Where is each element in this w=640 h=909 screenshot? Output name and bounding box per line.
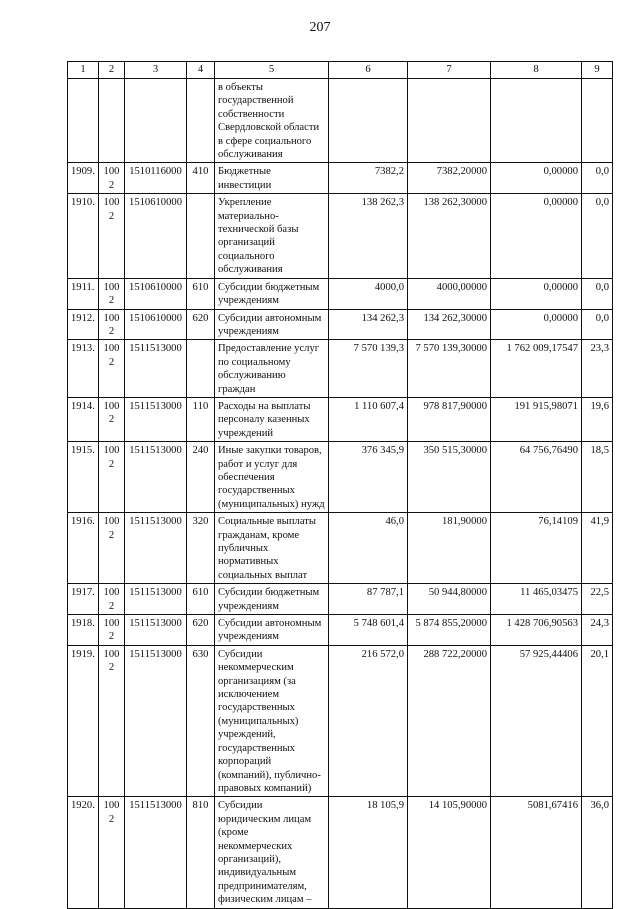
column-header: 4 xyxy=(187,62,215,79)
row-number-cell: 1916. xyxy=(68,513,99,584)
amount-cell: 138 262,30000 xyxy=(408,194,491,278)
table-row xyxy=(68,278,613,309)
amount-cell: 7 570 139,30000 xyxy=(408,340,491,398)
table-row xyxy=(68,397,613,441)
amount-cell: 1 110 607,4 xyxy=(329,397,408,441)
amount-cell: 7382,2 xyxy=(329,163,408,194)
column-header: 7 xyxy=(408,62,491,79)
target-article-cell: 1510116000 xyxy=(125,163,187,194)
row-number-cell xyxy=(68,79,99,163)
amount-cell: 76,14109 xyxy=(491,513,582,584)
amount-cell: 181,90000 xyxy=(408,513,491,584)
amount-cell: 46,0 xyxy=(329,513,408,584)
amount-cell: 134 262,30000 xyxy=(408,309,491,340)
target-article-cell: 1511513000 xyxy=(125,340,187,398)
amount-cell: 64 756,76490 xyxy=(491,442,582,513)
description-cell: Социальные выплаты гражданам, кроме публичных нормативных социальных выплат xyxy=(215,513,329,584)
description-cell: Субсидии бюджетным учреждениям xyxy=(215,584,329,615)
row-number-cell: 1919. xyxy=(68,645,99,796)
amount-cell: 134 262,3 xyxy=(329,309,408,340)
target-article-cell: 1511513000 xyxy=(125,645,187,796)
amount-cell: 50 944,80000 xyxy=(408,584,491,615)
expense-type-cell xyxy=(187,79,215,163)
amount-cell: 5 748 601,4 xyxy=(329,615,408,646)
percent-cell: 18,5 xyxy=(582,442,613,513)
amount-cell: 11 465,03475 xyxy=(491,584,582,615)
percent-cell: 20,1 xyxy=(582,645,613,796)
description-cell: Иные закупки товаров, работ и услуг для обеспечения государственных (муниципальных) нужд xyxy=(215,442,329,513)
percent-cell: 0,0 xyxy=(582,278,613,309)
amount-cell: 7 570 139,3 xyxy=(329,340,408,398)
table-row xyxy=(68,584,613,615)
amount-cell: 5081,67416 xyxy=(491,797,582,908)
section-code-cell: 1002 xyxy=(99,278,125,309)
section-code-cell: 1002 xyxy=(99,584,125,615)
expense-type-cell: 110 xyxy=(187,397,215,441)
description-cell: в объекты государственной собственности Свердловской области в сфере социального обслуживания xyxy=(215,79,329,163)
target-article-cell: 1510610000 xyxy=(125,309,187,340)
table-row xyxy=(68,645,613,796)
target-article-cell: 1510610000 xyxy=(125,194,187,278)
row-number-cell: 1910. xyxy=(68,194,99,278)
target-article-cell: 1510610000 xyxy=(125,278,187,309)
row-number-cell: 1920. xyxy=(68,797,99,908)
amount-cell: 0,00000 xyxy=(491,278,582,309)
amount-cell: 57 925,44406 xyxy=(491,645,582,796)
description-cell: Субсидии автономным учреждениям xyxy=(215,615,329,646)
budget-table xyxy=(67,61,613,909)
expense-type-cell: 620 xyxy=(187,309,215,340)
amount-cell xyxy=(491,79,582,163)
column-header: 3 xyxy=(125,62,187,79)
amount-cell: 0,00000 xyxy=(491,163,582,194)
section-code-cell: 1002 xyxy=(99,163,125,194)
column-header: 9 xyxy=(582,62,613,79)
table-row xyxy=(68,309,613,340)
table-header-row xyxy=(68,62,613,79)
expense-type-cell: 240 xyxy=(187,442,215,513)
amount-cell: 1 428 706,90563 xyxy=(491,615,582,646)
table-row xyxy=(68,615,613,646)
page-number: 207 xyxy=(309,20,331,35)
section-code-cell: 1002 xyxy=(99,797,125,908)
expense-type-cell: 610 xyxy=(187,584,215,615)
percent-cell: 0,0 xyxy=(582,163,613,194)
description-cell: Субсидии юридическим лицам (кроме некоммерческих организаций), индивидуальным предпринимателям, физическим лицам – xyxy=(215,797,329,908)
description-cell: Укрепление материально-технической базы организаций социального обслуживания xyxy=(215,194,329,278)
amount-cell: 4000,0 xyxy=(329,278,408,309)
expense-type-cell: 320 xyxy=(187,513,215,584)
table-row xyxy=(68,194,613,278)
row-number-cell: 1914. xyxy=(68,397,99,441)
description-cell: Предоставление услуг по социальному обслуживанию граждан xyxy=(215,340,329,398)
table-row xyxy=(68,513,613,584)
section-code-cell xyxy=(99,79,125,163)
column-header: 5 xyxy=(215,62,329,79)
amount-cell: 0,00000 xyxy=(491,309,582,340)
percent-cell xyxy=(582,79,613,163)
section-code-cell: 1002 xyxy=(99,645,125,796)
expense-type-cell: 630 xyxy=(187,645,215,796)
percent-cell: 24,3 xyxy=(582,615,613,646)
amount-cell: 191 915,98071 xyxy=(491,397,582,441)
expense-type-cell: 620 xyxy=(187,615,215,646)
amount-cell: 216 572,0 xyxy=(329,645,408,796)
table-row xyxy=(68,340,613,398)
amount-cell: 18 105,9 xyxy=(329,797,408,908)
amount-cell: 288 722,20000 xyxy=(408,645,491,796)
description-cell: Субсидии автономным учреждениям xyxy=(215,309,329,340)
description-cell: Расходы на выплаты персоналу казенных учреждений xyxy=(215,397,329,441)
description-cell: Субсидии некоммерческим организациям (за исключением государственных (муниципальных) учреждений, государственных корпораций (компаний), публично-правовых компаний) xyxy=(215,645,329,796)
amount-cell: 350 515,30000 xyxy=(408,442,491,513)
amount-cell: 1 762 009,17547 xyxy=(491,340,582,398)
section-code-cell: 1002 xyxy=(99,309,125,340)
amount-cell xyxy=(408,79,491,163)
section-code-cell: 1002 xyxy=(99,194,125,278)
table-row xyxy=(68,442,613,513)
row-number-cell: 1911. xyxy=(68,278,99,309)
row-number-cell: 1917. xyxy=(68,584,99,615)
row-number-cell: 1915. xyxy=(68,442,99,513)
section-code-cell: 1002 xyxy=(99,442,125,513)
percent-cell: 22,5 xyxy=(582,584,613,615)
row-number-cell: 1913. xyxy=(68,340,99,398)
expense-type-cell: 410 xyxy=(187,163,215,194)
target-article-cell: 1511513000 xyxy=(125,797,187,908)
amount-cell: 4000,00000 xyxy=(408,278,491,309)
percent-cell: 19,6 xyxy=(582,397,613,441)
row-number-cell: 1912. xyxy=(68,309,99,340)
column-header: 2 xyxy=(99,62,125,79)
percent-cell: 36,0 xyxy=(582,797,613,908)
section-code-cell: 1002 xyxy=(99,513,125,584)
table-row xyxy=(68,797,613,908)
section-code-cell: 1002 xyxy=(99,615,125,646)
percent-cell: 23,3 xyxy=(582,340,613,398)
table-row xyxy=(68,163,613,194)
amount-cell: 138 262,3 xyxy=(329,194,408,278)
description-cell: Субсидии бюджетным учреждениям xyxy=(215,278,329,309)
target-article-cell: 1511513000 xyxy=(125,584,187,615)
expense-type-cell xyxy=(187,194,215,278)
amount-cell: 5 874 855,20000 xyxy=(408,615,491,646)
target-article-cell: 1511513000 xyxy=(125,513,187,584)
amount-cell: 7382,20000 xyxy=(408,163,491,194)
target-article-cell: 1511513000 xyxy=(125,442,187,513)
target-article-cell xyxy=(125,79,187,163)
table-body xyxy=(68,79,613,909)
percent-cell: 0,0 xyxy=(582,309,613,340)
section-code-cell: 1002 xyxy=(99,397,125,441)
percent-cell: 0,0 xyxy=(582,194,613,278)
amount-cell: 14 105,90000 xyxy=(408,797,491,908)
expense-type-cell: 610 xyxy=(187,278,215,309)
expense-type-cell: 810 xyxy=(187,797,215,908)
amount-cell: 978 817,90000 xyxy=(408,397,491,441)
section-code-cell: 1002 xyxy=(99,340,125,398)
column-header: 8 xyxy=(491,62,582,79)
amount-cell: 376 345,9 xyxy=(329,442,408,513)
description-cell: Бюджетные инвестиции xyxy=(215,163,329,194)
row-number-cell: 1909. xyxy=(68,163,99,194)
percent-cell: 41,9 xyxy=(582,513,613,584)
amount-cell: 0,00000 xyxy=(491,194,582,278)
row-number-cell: 1918. xyxy=(68,615,99,646)
expense-type-cell xyxy=(187,340,215,398)
amount-cell: 87 787,1 xyxy=(329,584,408,615)
amount-cell xyxy=(329,79,408,163)
table-row xyxy=(68,79,613,163)
column-header: 1 xyxy=(68,62,99,79)
column-header: 6 xyxy=(329,62,408,79)
target-article-cell: 1511513000 xyxy=(125,397,187,441)
target-article-cell: 1511513000 xyxy=(125,615,187,646)
